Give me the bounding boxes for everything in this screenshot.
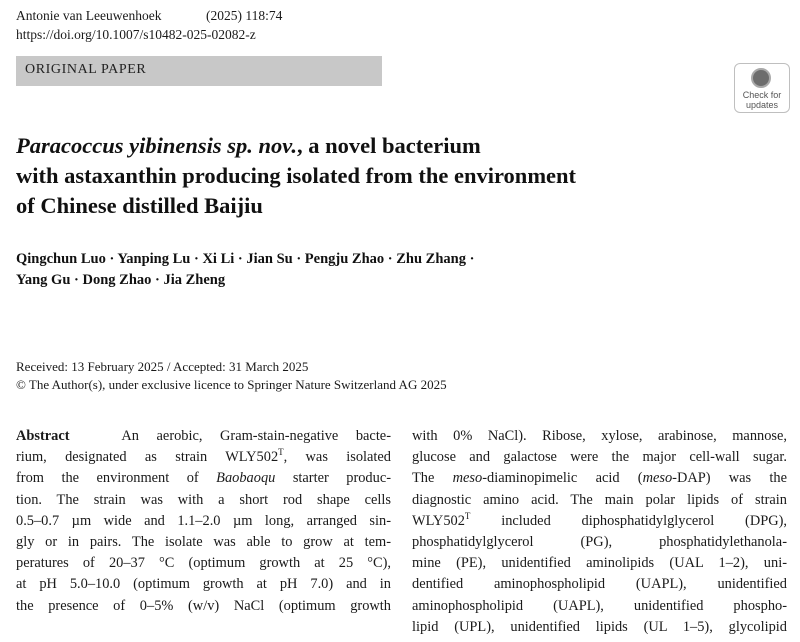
author-list: Qingchun Luo · Yanping Lu · Xi Li · Jian Su · Pengju Zhao · Zhu Zhang · Yang Gu · Dong Zhao · Jia Zheng (16, 251, 475, 288)
abstract-right-column: with 0% NaCl). Ribose, xylose, arabinose, mannose, glucose and galactose were the major cell-wall sugar. The meso-diaminopimelic acid (meso-DAP) was the diagnostic amino acid. The main polar lipids of strain $WLY502^T$ included diphosphatidylglycerol (DPG), phosphatidylglycerol (PG), phosphatidylethanola- mine (PE), unidentified aminolipids (UAL 1–2), uni- dentified aminophospholipid (UAPL), unidentified aminophospholipid (UAPL), unidentified phospho- lipid (UPL), unidentified lipids (UL 1–5), glycolipid (412, 428, 787, 635)
species-name: Paracoccus yibinensis sp. nov. (16, 133, 298, 158)
copyright-notice: © The Author(s), under exclusive licence to Springer Nature Switzerland AG 2025 (16, 377, 447, 392)
doi-link[interactable]: https://doi.org/10.1007/s10482-025-02082-z (16, 27, 256, 42)
journal-header (16, 6, 161, 25)
article-type-label: ORIGINAL PAPER (25, 62, 147, 77)
abstract-label: Abstract (16, 428, 70, 444)
journal-name: Antonie van Leeuwenhoek (16, 8, 162, 23)
bookmark-icon (751, 68, 771, 88)
paper-title: Paracoccus yibinensis sp. nov., a novel bacterium with astaxanthin producing isolated from the environment of Chinese distilled Baijiu (16, 133, 577, 218)
check-for-updates-text: Check for updates (742, 90, 782, 110)
article-type-banner (16, 56, 382, 86)
article-dates (16, 358, 716, 394)
received-accepted: Received: 13 February 2025 / Accepted: 31 March 2025 (16, 359, 309, 374)
check-for-updates-badge[interactable] (734, 63, 790, 113)
abstract-left-column: Abstract An aerobic, Gram-stain-negative bacte- rium, designated as strain $WLY502^T$, was isolated from the environment of Baobaoqu starter produc- tion. The strain was with a short rod shape cells 0.5–0.7 µm wide and 1.1–2.0 µm long, arranged sin- gly or in pairs. The isolate was able to grow at tem- peratures of 20–37 °C (optimum growth at 25 °C), at pH 5.0–10.0 (optimum growth at pH 7.0) and in the presence of 0–5% (w/v) NaCl (optimum growth (16, 428, 391, 614)
citation: (2025) 118:74 (206, 8, 283, 23)
